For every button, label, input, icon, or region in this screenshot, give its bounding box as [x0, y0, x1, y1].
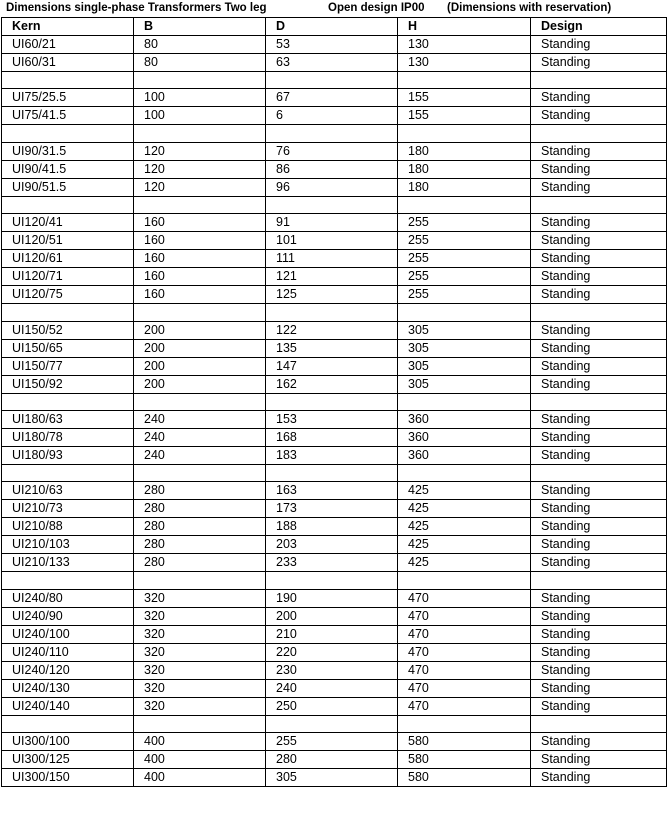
b-cell: 160	[134, 232, 266, 250]
kern-cell: UI300/125	[2, 751, 134, 769]
table-row	[2, 142, 667, 160]
table-row	[2, 500, 667, 518]
spacer-row	[2, 465, 667, 482]
d-cell: 250	[266, 697, 398, 715]
table-row	[2, 54, 667, 72]
design-cell: Standing	[531, 142, 667, 160]
kern-cell: UI210/73	[2, 500, 134, 518]
h-cell	[398, 465, 531, 482]
table-row	[2, 482, 667, 500]
design-cell: Standing	[531, 661, 667, 679]
b-cell: 320	[134, 679, 266, 697]
b-cell: 320	[134, 697, 266, 715]
kern-cell: UI90/31.5	[2, 142, 134, 160]
b-cell: 400	[134, 733, 266, 751]
header-h: H	[398, 18, 531, 36]
h-cell: 255	[398, 268, 531, 286]
design-cell: Standing	[531, 751, 667, 769]
b-cell: 320	[134, 589, 266, 607]
b-cell	[134, 393, 266, 410]
d-cell: 173	[266, 500, 398, 518]
h-cell: 425	[398, 518, 531, 536]
b-cell: 320	[134, 661, 266, 679]
b-cell	[134, 72, 266, 89]
header-design: Design	[531, 18, 667, 36]
b-cell: 160	[134, 250, 266, 268]
b-cell	[134, 572, 266, 589]
h-cell: 425	[398, 482, 531, 500]
table-row	[2, 411, 667, 429]
d-cell: 153	[266, 411, 398, 429]
design-cell	[531, 72, 667, 89]
kern-cell: UI180/63	[2, 411, 134, 429]
d-cell: 111	[266, 250, 398, 268]
h-cell: 130	[398, 36, 531, 54]
kern-cell: UI300/150	[2, 769, 134, 787]
table-row	[2, 89, 667, 107]
design-cell	[531, 715, 667, 732]
table-row	[2, 357, 667, 375]
design-cell: Standing	[531, 268, 667, 286]
table-row	[2, 769, 667, 787]
kern-cell: UI150/65	[2, 339, 134, 357]
b-cell: 280	[134, 518, 266, 536]
kern-cell: UI210/103	[2, 536, 134, 554]
design-cell: Standing	[531, 286, 667, 304]
spacer-row	[2, 572, 667, 589]
spacer-row	[2, 304, 667, 321]
design-cell: Standing	[531, 36, 667, 54]
h-cell: 130	[398, 54, 531, 72]
design-cell: Standing	[531, 321, 667, 339]
h-cell: 305	[398, 357, 531, 375]
h-cell: 255	[398, 286, 531, 304]
design-cell: Standing	[531, 625, 667, 643]
table-row	[2, 554, 667, 572]
b-cell: 160	[134, 286, 266, 304]
design-cell: Standing	[531, 178, 667, 196]
h-cell: 470	[398, 589, 531, 607]
b-cell: 280	[134, 554, 266, 572]
header-kern: Kern	[2, 18, 134, 36]
kern-cell: UI120/41	[2, 214, 134, 232]
table-row	[2, 107, 667, 125]
d-cell: 163	[266, 482, 398, 500]
b-cell: 80	[134, 36, 266, 54]
kern-cell: UI90/41.5	[2, 160, 134, 178]
table-body	[2, 36, 667, 787]
table-row	[2, 286, 667, 304]
d-cell: 53	[266, 36, 398, 54]
b-cell: 320	[134, 607, 266, 625]
design-cell: Standing	[531, 214, 667, 232]
kern-cell: UI240/100	[2, 625, 134, 643]
h-cell: 470	[398, 607, 531, 625]
spacer-row	[2, 715, 667, 732]
kern-cell: UI300/100	[2, 733, 134, 751]
b-cell: 320	[134, 643, 266, 661]
design-cell: Standing	[531, 697, 667, 715]
design-cell: Standing	[531, 679, 667, 697]
d-cell: 63	[266, 54, 398, 72]
d-cell: 240	[266, 679, 398, 697]
kern-cell: UI240/130	[2, 679, 134, 697]
b-cell: 120	[134, 142, 266, 160]
d-cell: 76	[266, 142, 398, 160]
d-cell: 67	[266, 89, 398, 107]
d-cell: 135	[266, 339, 398, 357]
kern-cell: UI60/31	[2, 54, 134, 72]
kern-cell: UI240/120	[2, 661, 134, 679]
table-row	[2, 607, 667, 625]
h-cell: 425	[398, 554, 531, 572]
design-cell: Standing	[531, 54, 667, 72]
kern-cell: UI150/77	[2, 357, 134, 375]
h-cell: 180	[398, 142, 531, 160]
spacer-row	[2, 72, 667, 89]
design-cell	[531, 125, 667, 142]
h-cell: 360	[398, 429, 531, 447]
kern-cell: UI210/133	[2, 554, 134, 572]
h-cell: 425	[398, 536, 531, 554]
d-cell: 122	[266, 321, 398, 339]
design-cell: Standing	[531, 769, 667, 787]
kern-cell: UI240/110	[2, 643, 134, 661]
table-row	[2, 214, 667, 232]
kern-cell: UI75/41.5	[2, 107, 134, 125]
h-cell: 305	[398, 321, 531, 339]
table-row	[2, 751, 667, 769]
d-cell: 147	[266, 357, 398, 375]
b-cell: 100	[134, 89, 266, 107]
spacer-row	[2, 196, 667, 213]
d-cell: 96	[266, 178, 398, 196]
kern-cell: UI210/88	[2, 518, 134, 536]
design-cell: Standing	[531, 107, 667, 125]
d-cell: 121	[266, 268, 398, 286]
b-cell: 160	[134, 268, 266, 286]
table-row	[2, 518, 667, 536]
b-cell	[134, 465, 266, 482]
b-cell	[134, 304, 266, 321]
b-cell: 200	[134, 375, 266, 393]
d-cell	[266, 572, 398, 589]
h-cell: 580	[398, 769, 531, 787]
table-row	[2, 679, 667, 697]
kern-cell: UI150/92	[2, 375, 134, 393]
h-cell: 580	[398, 751, 531, 769]
design-cell: Standing	[531, 357, 667, 375]
kern-cell	[2, 304, 134, 321]
kern-cell	[2, 465, 134, 482]
b-cell	[134, 196, 266, 213]
table-row	[2, 339, 667, 357]
d-cell: 305	[266, 769, 398, 787]
d-cell: 233	[266, 554, 398, 572]
h-cell: 155	[398, 107, 531, 125]
table-row	[2, 268, 667, 286]
design-cell: Standing	[531, 411, 667, 429]
kern-cell: UI120/51	[2, 232, 134, 250]
design-cell: Standing	[531, 733, 667, 751]
b-cell: 280	[134, 536, 266, 554]
title-text: Dimensions single-phase Transformers Two leg	[6, 2, 267, 14]
b-cell: 120	[134, 178, 266, 196]
kern-cell: UI60/21	[2, 36, 134, 54]
d-cell: 200	[266, 607, 398, 625]
h-cell: 360	[398, 447, 531, 465]
d-cell: 86	[266, 160, 398, 178]
kern-cell: UI180/93	[2, 447, 134, 465]
design-cell: Standing	[531, 232, 667, 250]
design-cell: Standing	[531, 429, 667, 447]
h-cell	[398, 304, 531, 321]
b-cell: 120	[134, 160, 266, 178]
b-cell	[134, 715, 266, 732]
design-cell: Standing	[531, 536, 667, 554]
d-cell: 230	[266, 661, 398, 679]
table-row	[2, 733, 667, 751]
d-cell: 255	[266, 733, 398, 751]
kern-cell	[2, 125, 134, 142]
h-cell: 305	[398, 339, 531, 357]
h-cell: 155	[398, 89, 531, 107]
kern-cell: UI120/75	[2, 286, 134, 304]
kern-cell	[2, 715, 134, 732]
h-cell: 470	[398, 679, 531, 697]
kern-cell: UI180/78	[2, 429, 134, 447]
table-row	[2, 160, 667, 178]
d-cell: 162	[266, 375, 398, 393]
kern-cell: UI150/52	[2, 321, 134, 339]
d-cell	[266, 393, 398, 410]
h-cell: 180	[398, 178, 531, 196]
kern-cell	[2, 393, 134, 410]
d-cell: 91	[266, 214, 398, 232]
h-cell	[398, 72, 531, 89]
spacer-row	[2, 393, 667, 410]
h-cell: 470	[398, 625, 531, 643]
h-cell: 180	[398, 160, 531, 178]
b-cell: 240	[134, 411, 266, 429]
table-row	[2, 447, 667, 465]
table-row	[2, 697, 667, 715]
kern-cell: UI240/90	[2, 607, 134, 625]
design-cell	[531, 304, 667, 321]
h-cell: 255	[398, 232, 531, 250]
design-cell: Standing	[531, 89, 667, 107]
h-cell: 470	[398, 697, 531, 715]
table-row	[2, 661, 667, 679]
kern-cell	[2, 572, 134, 589]
d-cell: 280	[266, 751, 398, 769]
design-cell	[531, 393, 667, 410]
kern-cell: UI210/63	[2, 482, 134, 500]
kern-cell: UI90/51.5	[2, 178, 134, 196]
table-row	[2, 625, 667, 643]
h-cell: 580	[398, 733, 531, 751]
d-cell: 220	[266, 643, 398, 661]
h-cell: 255	[398, 250, 531, 268]
b-cell: 320	[134, 625, 266, 643]
table-row	[2, 232, 667, 250]
reservation-note: (Dimensions with reservation)	[447, 2, 612, 14]
d-cell	[266, 465, 398, 482]
kern-cell	[2, 196, 134, 213]
header-row	[2, 18, 667, 36]
d-cell	[266, 304, 398, 321]
kern-cell: UI120/71	[2, 268, 134, 286]
b-cell	[134, 125, 266, 142]
h-cell: 425	[398, 500, 531, 518]
design-cell: Standing	[531, 643, 667, 661]
h-cell	[398, 393, 531, 410]
b-cell: 160	[134, 214, 266, 232]
design-cell: Standing	[531, 447, 667, 465]
b-cell: 240	[134, 429, 266, 447]
b-cell: 280	[134, 482, 266, 500]
d-cell	[266, 125, 398, 142]
table-row	[2, 375, 667, 393]
design-cell	[531, 572, 667, 589]
b-cell: 80	[134, 54, 266, 72]
table-row	[2, 536, 667, 554]
design-cell	[531, 196, 667, 213]
b-cell: 400	[134, 769, 266, 787]
d-cell: 210	[266, 625, 398, 643]
d-cell	[266, 196, 398, 213]
b-cell: 240	[134, 447, 266, 465]
design-cell: Standing	[531, 554, 667, 572]
spacer-row	[2, 125, 667, 142]
b-cell: 280	[134, 500, 266, 518]
table-row	[2, 643, 667, 661]
design-cell: Standing	[531, 607, 667, 625]
table-row	[2, 36, 667, 54]
design-cell: Standing	[531, 482, 667, 500]
b-cell: 400	[134, 751, 266, 769]
header-b: B	[134, 18, 266, 36]
d-cell: 188	[266, 518, 398, 536]
d-cell: 203	[266, 536, 398, 554]
design-cell: Standing	[531, 339, 667, 357]
design-cell: Standing	[531, 500, 667, 518]
kern-cell	[2, 72, 134, 89]
design-cell: Standing	[531, 160, 667, 178]
kern-cell: UI75/25.5	[2, 89, 134, 107]
title-row	[0, 0, 666, 16]
b-cell: 100	[134, 107, 266, 125]
design-text: Open design IP00	[328, 2, 425, 14]
h-cell: 360	[398, 411, 531, 429]
b-cell: 200	[134, 357, 266, 375]
d-cell: 183	[266, 447, 398, 465]
d-cell: 168	[266, 429, 398, 447]
d-cell: 190	[266, 589, 398, 607]
design-cell: Standing	[531, 375, 667, 393]
d-cell	[266, 715, 398, 732]
kern-cell: UI120/61	[2, 250, 134, 268]
h-cell: 305	[398, 375, 531, 393]
b-cell: 200	[134, 321, 266, 339]
h-cell	[398, 715, 531, 732]
d-cell: 6	[266, 107, 398, 125]
design-cell: Standing	[531, 589, 667, 607]
kern-cell: UI240/140	[2, 697, 134, 715]
table-row	[2, 178, 667, 196]
h-cell: 470	[398, 661, 531, 679]
design-cell: Standing	[531, 518, 667, 536]
design-cell: Standing	[531, 250, 667, 268]
b-cell: 200	[134, 339, 266, 357]
kern-cell: UI240/80	[2, 589, 134, 607]
design-cell	[531, 465, 667, 482]
h-cell: 470	[398, 643, 531, 661]
d-cell: 101	[266, 232, 398, 250]
h-cell	[398, 196, 531, 213]
h-cell: 255	[398, 214, 531, 232]
d-cell: 125	[266, 286, 398, 304]
table-row	[2, 250, 667, 268]
d-cell	[266, 72, 398, 89]
h-cell	[398, 572, 531, 589]
dimensions-table	[1, 17, 667, 787]
table-row	[2, 429, 667, 447]
h-cell	[398, 125, 531, 142]
header-d: D	[266, 18, 398, 36]
table-row	[2, 589, 667, 607]
table-row	[2, 321, 667, 339]
